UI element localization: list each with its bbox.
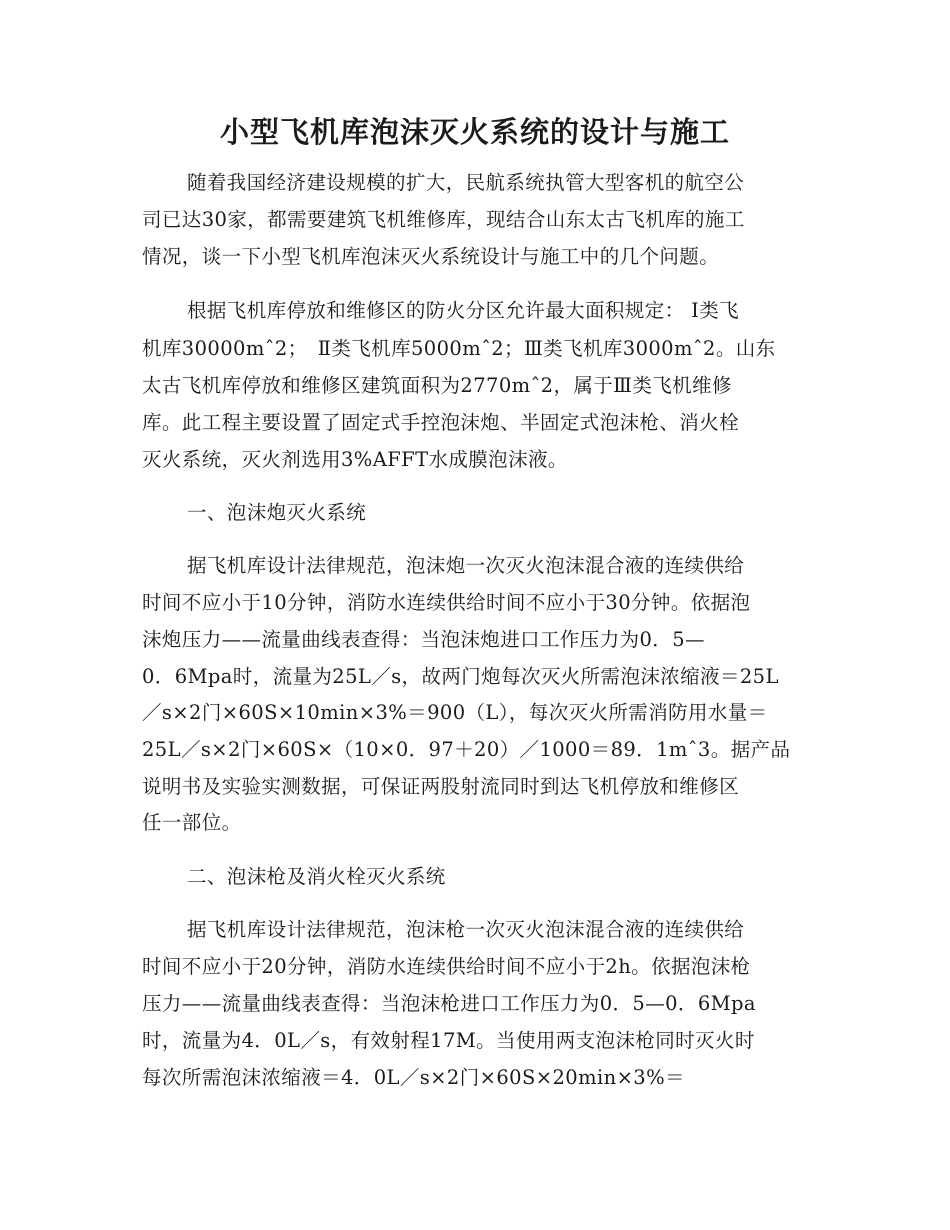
paragraph-line: 灭火系统，灭火剂选用3%AFFT水成膜泡沫液。 bbox=[142, 448, 568, 471]
paragraph-line: 每次所需泡沫浓缩液＝4．0L／s×2门×60S×20min×3%＝ bbox=[142, 1066, 685, 1089]
paragraph-line: 随着我国经济建设规模的扩大，民航系统执管大型客机的航空公 bbox=[187, 171, 745, 194]
section-heading: 一、泡沫炮灭火系统 bbox=[187, 501, 367, 524]
paragraph-line: 太古飞机库停放和维修区建筑面积为2770mˆ2，属于Ⅲ类飞机维修 bbox=[142, 374, 732, 397]
document-title: 小型飞机库泡沫灭火系统的设计与施工 bbox=[219, 115, 730, 149]
paragraph-line: 据飞机库设计法律规范，泡沫枪一次灭火泡沫混合液的连续供给 bbox=[187, 918, 745, 941]
section-heading: 二、泡沫枪及消火栓灭火系统 bbox=[187, 865, 446, 888]
paragraph-line: 压力——流量曲线表查得：当泡沫枪进口工作压力为0．5—0．6Mpa bbox=[142, 992, 756, 1015]
paragraph-line: ／s×2门×60S×10min×3%＝900（L），每次灭火所需消防用水量＝ bbox=[142, 701, 768, 724]
paragraph-line: 时间不应小于20分钟，消防水连续供给时间不应小于2h。依据泡沫枪 bbox=[142, 955, 751, 978]
paragraph-line: 沫炮压力——流量曲线表查得：当泡沫炮进口工作压力为0．5— bbox=[142, 628, 705, 651]
paragraph-line: 情况，谈一下小型飞机库泡沫灭火系统设计与施工中的几个问题。 bbox=[142, 245, 720, 268]
paragraph-line: 据飞机库设计法律规范，泡沫炮一次灭火泡沫混合液的连续供给 bbox=[187, 554, 745, 577]
paragraph-line: 任一部位。 bbox=[142, 811, 242, 834]
paragraph-line: 时，流量为4．0L／s，有效射程17M。当使用两支泡沫枪同时灭火时 bbox=[142, 1029, 755, 1052]
paragraph-line: 0．6Mpa时，流量为25L／s，故两门炮每次灭火所需泡沫浓缩液＝25L bbox=[142, 665, 779, 688]
paragraph-line: 根据飞机库停放和维修区的防火分区允许最大面积规定： Ⅰ类飞 bbox=[187, 299, 740, 322]
paragraph-line: 说明书及实验实测数据，可保证两股射流同时到达飞机停放和维修区 bbox=[142, 775, 740, 798]
paragraph-line: 司已达30家，都需要建筑飞机维修库，现结合山东太古飞机库的施工 bbox=[142, 208, 745, 231]
paragraph-line: 25L／s×2门×60S×（10×0．97＋20）／1000＝89．1mˆ3。据产品 bbox=[142, 738, 791, 761]
paragraph-line: 机库30000mˆ2； Ⅱ类飞机库5000mˆ2；Ⅲ类飞机库3000mˆ2。山东 bbox=[142, 337, 776, 360]
paragraph-line: 库。此工程主要设置了固定式手控泡沫炮、半固定式泡沫枪、消火栓 bbox=[142, 411, 740, 434]
paragraph-line: 时间不应小于10分钟，消防水连续供给时间不应小于30分钟。依据泡 bbox=[142, 591, 751, 614]
